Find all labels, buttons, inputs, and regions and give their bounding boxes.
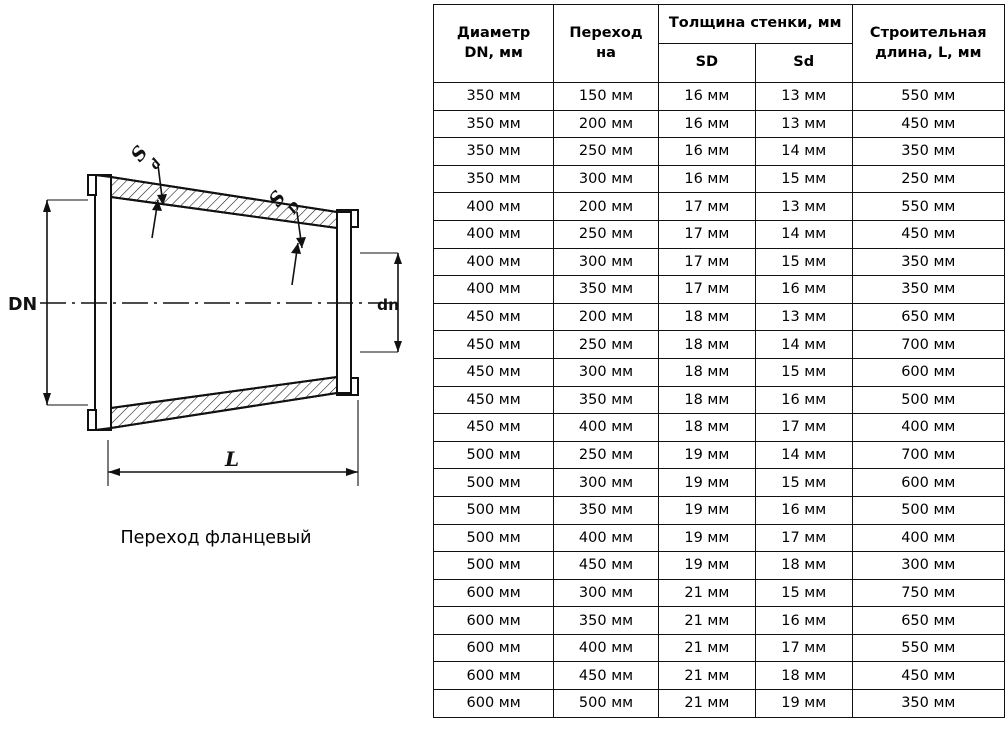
cell-wall-sd-big: 21 мм	[658, 690, 755, 718]
cell-wall-sd-small: 14 мм	[755, 220, 852, 248]
header-transition: Переход на	[554, 5, 659, 83]
cell-diameter: 400 мм	[434, 276, 554, 304]
cell-wall-sd-big: 21 мм	[658, 634, 755, 662]
cell-build-length: 700 мм	[852, 331, 1004, 359]
cell-transition: 200 мм	[554, 193, 659, 221]
cell-wall-sd-small: 17 мм	[755, 414, 852, 442]
cell-build-length: 500 мм	[852, 386, 1004, 414]
cell-diameter: 600 мм	[434, 662, 554, 690]
cell-wall-sd-big: 17 мм	[658, 248, 755, 276]
cell-wall-sd-small: 18 мм	[755, 552, 852, 580]
cell-build-length: 350 мм	[852, 276, 1004, 304]
cell-wall-sd-big: 17 мм	[658, 276, 755, 304]
cell-build-length: 400 мм	[852, 524, 1004, 552]
cell-wall-sd-small: 13 мм	[755, 83, 852, 111]
cell-diameter: 450 мм	[434, 303, 554, 331]
cell-wall-sd-big: 21 мм	[658, 579, 755, 607]
cell-transition: 200 мм	[554, 303, 659, 331]
cell-wall-sd-small: 15 мм	[755, 469, 852, 497]
cell-wall-sd-big: 18 мм	[658, 331, 755, 359]
cell-diameter: 450 мм	[434, 414, 554, 442]
table-row	[434, 414, 1005, 442]
table-row	[434, 276, 1005, 304]
svg-text:d: d	[147, 156, 165, 173]
cell-diameter: 500 мм	[434, 496, 554, 524]
cell-transition: 300 мм	[554, 358, 659, 386]
cell-diameter: 600 мм	[434, 634, 554, 662]
cell-build-length: 700 мм	[852, 441, 1004, 469]
cell-build-length: 550 мм	[852, 193, 1004, 221]
cell-wall-sd-small: 16 мм	[755, 607, 852, 635]
cell-wall-sd-small: 15 мм	[755, 248, 852, 276]
reducer-svg	[0, 0, 432, 530]
table-row	[434, 441, 1005, 469]
table-row	[434, 524, 1005, 552]
cell-wall-sd-big: 16 мм	[658, 138, 755, 166]
cell-wall-sd-small: 13 мм	[755, 110, 852, 138]
table-row	[434, 165, 1005, 193]
table-row	[434, 331, 1005, 359]
cell-wall-sd-small: 18 мм	[755, 662, 852, 690]
cell-diameter: 350 мм	[434, 138, 554, 166]
cell-wall-sd-small: 14 мм	[755, 331, 852, 359]
cell-build-length: 300 мм	[852, 552, 1004, 580]
cell-transition: 400 мм	[554, 634, 659, 662]
cell-wall-sd-small: 19 мм	[755, 690, 852, 718]
cell-diameter: 600 мм	[434, 607, 554, 635]
table-row	[434, 634, 1005, 662]
cell-build-length: 450 мм	[852, 220, 1004, 248]
table-header-row-1	[434, 5, 1005, 44]
cell-build-length: 600 мм	[852, 469, 1004, 497]
table-row	[434, 469, 1005, 497]
cell-build-length: 250 мм	[852, 165, 1004, 193]
cell-diameter: 500 мм	[434, 552, 554, 580]
table-body	[434, 83, 1005, 718]
table-row	[434, 303, 1005, 331]
cell-wall-sd-big: 19 мм	[658, 524, 755, 552]
header-build-length: Строительная длина, L, мм	[852, 5, 1004, 83]
table-head	[434, 5, 1005, 83]
cell-wall-sd-small: 16 мм	[755, 496, 852, 524]
cell-wall-sd-big: 19 мм	[658, 441, 755, 469]
cell-diameter: 400 мм	[434, 220, 554, 248]
cell-transition: 400 мм	[554, 524, 659, 552]
cell-wall-sd-big: 17 мм	[658, 193, 755, 221]
cell-diameter: 500 мм	[434, 441, 554, 469]
cell-build-length: 550 мм	[852, 83, 1004, 111]
cell-wall-sd-big: 18 мм	[658, 386, 755, 414]
cell-wall-sd-big: 21 мм	[658, 607, 755, 635]
cell-transition: 450 мм	[554, 552, 659, 580]
table-row	[434, 386, 1005, 414]
label-length: L	[225, 447, 240, 471]
cell-build-length: 650 мм	[852, 303, 1004, 331]
cell-diameter: 350 мм	[434, 83, 554, 111]
table-row	[434, 358, 1005, 386]
cell-transition: 300 мм	[554, 248, 659, 276]
cell-wall-sd-small: 17 мм	[755, 634, 852, 662]
table-row	[434, 662, 1005, 690]
header-wall-sd-small: Sd	[755, 44, 852, 83]
cell-wall-sd-big: 16 мм	[658, 165, 755, 193]
cell-diameter: 450 мм	[434, 331, 554, 359]
table-row	[434, 496, 1005, 524]
table-row	[434, 579, 1005, 607]
cell-wall-sd-big: 18 мм	[658, 358, 755, 386]
cell-diameter: 600 мм	[434, 579, 554, 607]
cell-build-length: 550 мм	[852, 634, 1004, 662]
cell-build-length: 600 мм	[852, 358, 1004, 386]
table-row	[434, 193, 1005, 221]
flanged-reducer-drawing	[0, 0, 432, 730]
table-row	[434, 248, 1005, 276]
cell-diameter: 350 мм	[434, 165, 554, 193]
cell-build-length: 450 мм	[852, 662, 1004, 690]
cell-wall-sd-small: 15 мм	[755, 165, 852, 193]
cell-transition: 300 мм	[554, 469, 659, 497]
table-row	[434, 220, 1005, 248]
cell-diameter: 350 мм	[434, 110, 554, 138]
cell-wall-sd-small: 15 мм	[755, 579, 852, 607]
label-dn: DN	[8, 295, 38, 315]
cell-wall-sd-small: 16 мм	[755, 276, 852, 304]
cell-wall-sd-big: 18 мм	[658, 414, 755, 442]
cell-wall-sd-small: 13 мм	[755, 303, 852, 331]
table-row	[434, 690, 1005, 718]
header-diameter: Диаметр DN, мм	[434, 5, 554, 83]
cell-transition: 350 мм	[554, 276, 659, 304]
cell-wall-sd-big: 18 мм	[658, 303, 755, 331]
svg-text:D: D	[285, 199, 305, 218]
cell-build-length: 650 мм	[852, 607, 1004, 635]
cell-transition: 300 мм	[554, 579, 659, 607]
cell-wall-sd-small: 17 мм	[755, 524, 852, 552]
cell-transition: 450 мм	[554, 662, 659, 690]
cell-diameter: 400 мм	[434, 193, 554, 221]
cell-build-length: 500 мм	[852, 496, 1004, 524]
cell-diameter: 400 мм	[434, 248, 554, 276]
label-dn-small: dn	[377, 296, 400, 314]
cell-diameter: 500 мм	[434, 469, 554, 497]
cell-transition: 200 мм	[554, 110, 659, 138]
cell-wall-sd-small: 13 мм	[755, 193, 852, 221]
cell-wall-sd-big: 19 мм	[658, 496, 755, 524]
cell-diameter: 450 мм	[434, 386, 554, 414]
cell-wall-sd-big: 17 мм	[658, 220, 755, 248]
cell-wall-sd-big: 19 мм	[658, 552, 755, 580]
cell-diameter: 500 мм	[434, 524, 554, 552]
header-wall-sd-big: SD	[658, 44, 755, 83]
cell-wall-sd-small: 15 мм	[755, 358, 852, 386]
cell-wall-sd-big: 16 мм	[658, 110, 755, 138]
table-row	[434, 552, 1005, 580]
cell-build-length: 750 мм	[852, 579, 1004, 607]
cell-transition: 400 мм	[554, 414, 659, 442]
cell-wall-sd-big: 16 мм	[658, 83, 755, 111]
cell-transition: 250 мм	[554, 138, 659, 166]
cell-build-length: 350 мм	[852, 690, 1004, 718]
specification-table	[433, 4, 1005, 718]
cell-transition: 350 мм	[554, 386, 659, 414]
cell-transition: 350 мм	[554, 607, 659, 635]
cell-transition: 500 мм	[554, 690, 659, 718]
cell-build-length: 450 мм	[852, 110, 1004, 138]
cell-diameter: 600 мм	[434, 690, 554, 718]
cell-wall-sd-small: 14 мм	[755, 441, 852, 469]
cell-transition: 350 мм	[554, 496, 659, 524]
table-row	[434, 138, 1005, 166]
cell-wall-sd-small: 16 мм	[755, 386, 852, 414]
cell-build-length: 350 мм	[852, 248, 1004, 276]
cell-transition: 150 мм	[554, 83, 659, 111]
cell-wall-sd-big: 21 мм	[658, 662, 755, 690]
table-row	[434, 110, 1005, 138]
cell-wall-sd-big: 19 мм	[658, 469, 755, 497]
cell-build-length: 350 мм	[852, 138, 1004, 166]
figure-caption: Переход фланцевый	[120, 528, 312, 548]
cell-transition: 250 мм	[554, 220, 659, 248]
label-wall-sd-big: S	[264, 186, 291, 212]
table-row	[434, 83, 1005, 111]
cell-diameter: 450 мм	[434, 358, 554, 386]
cell-transition: 250 мм	[554, 441, 659, 469]
cell-transition: 250 мм	[554, 331, 659, 359]
cell-build-length: 400 мм	[852, 414, 1004, 442]
table-row	[434, 607, 1005, 635]
header-wall-thickness: Толщина стенки, мм	[658, 5, 852, 44]
cell-wall-sd-small: 14 мм	[755, 138, 852, 166]
label-wall-sd: S	[126, 141, 153, 167]
cell-transition: 300 мм	[554, 165, 659, 193]
